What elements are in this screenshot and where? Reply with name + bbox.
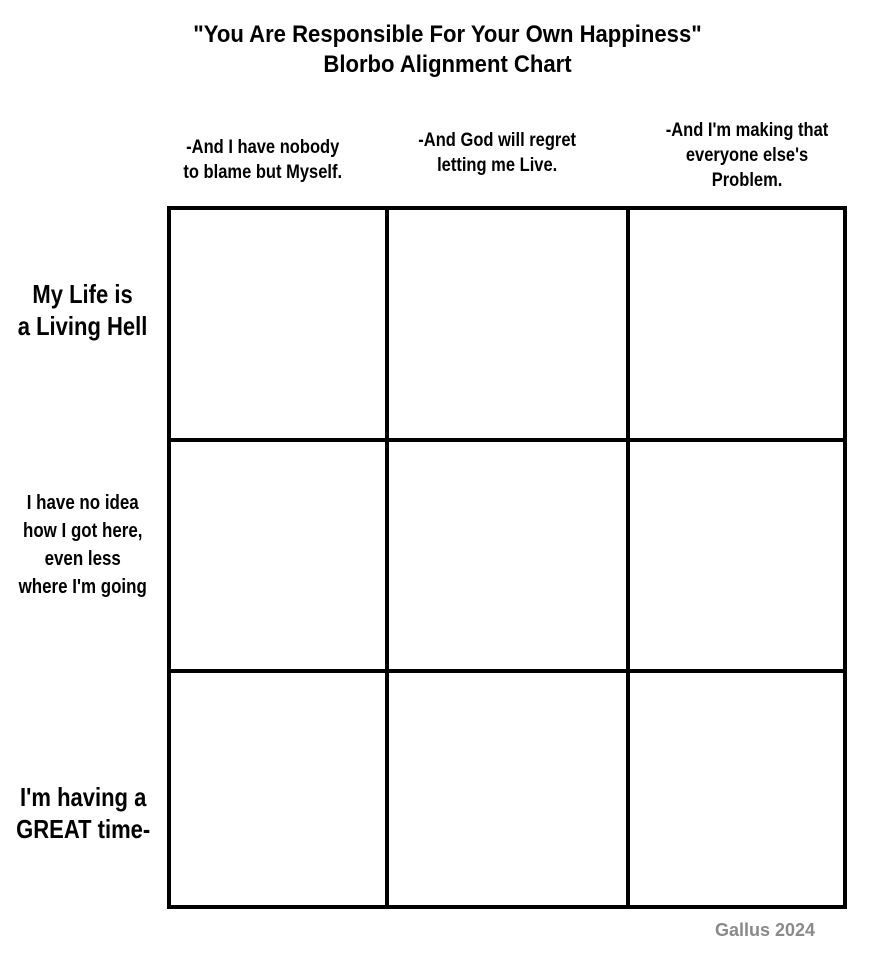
- column-header-3: [630, 110, 865, 200]
- author-credit: Gallus 2024: [714, 920, 816, 940]
- grid-cell-3-1: [171, 673, 385, 905]
- grid-cell-2-3: [630, 442, 843, 669]
- column-header-3-line-3: Problem.: [712, 168, 783, 191]
- grid-cell-1-2: [389, 210, 626, 438]
- row-header-1-line-2: a Living Hell: [18, 311, 148, 341]
- row-header-3-line-1: I'm having a: [19, 782, 147, 812]
- chart-title-line-1: "You Are Responsible For Your Own Happiness": [193, 21, 702, 48]
- row-header-3: [0, 763, 166, 863]
- column-header-3-line-1: -And I'm making that: [666, 118, 829, 141]
- grid-cell-1-3: [630, 210, 843, 438]
- chart-title-line-2: Blorbo Alignment Chart: [323, 51, 572, 78]
- row-header-2-line-2: how I got here,: [23, 520, 143, 542]
- row-header-2: [0, 470, 166, 620]
- row-header-1: [0, 265, 166, 355]
- column-header-2-line-1: -And God will regret: [418, 129, 577, 151]
- grid-cell-2-1: [171, 442, 385, 669]
- column-header-1-line-2: to blame but Myself.: [183, 161, 342, 183]
- chart-title: [128, 20, 767, 80]
- grid-cell-2-2: [389, 442, 626, 669]
- alignment-grid: [167, 206, 847, 909]
- row-header-1-line-1: My Life is: [32, 279, 134, 309]
- column-header-1: [160, 125, 365, 195]
- column-header-2: [385, 118, 610, 188]
- column-header-3-line-2: everyone else's: [686, 143, 809, 166]
- column-header-2-line-2: letting me Live.: [437, 154, 558, 176]
- row-header-2-line-4: where I'm going: [18, 576, 148, 598]
- grid-cell-3-3: [630, 673, 843, 905]
- row-header-3-line-2: GREAT time-: [15, 814, 151, 844]
- grid-cell-1-1: [171, 210, 385, 438]
- grid-cell-3-2: [389, 673, 626, 905]
- column-header-1-line-1: -And I have nobody: [185, 136, 340, 158]
- row-header-2-line-3: even less: [44, 548, 122, 570]
- row-header-2-line-1: I have no idea: [27, 492, 139, 514]
